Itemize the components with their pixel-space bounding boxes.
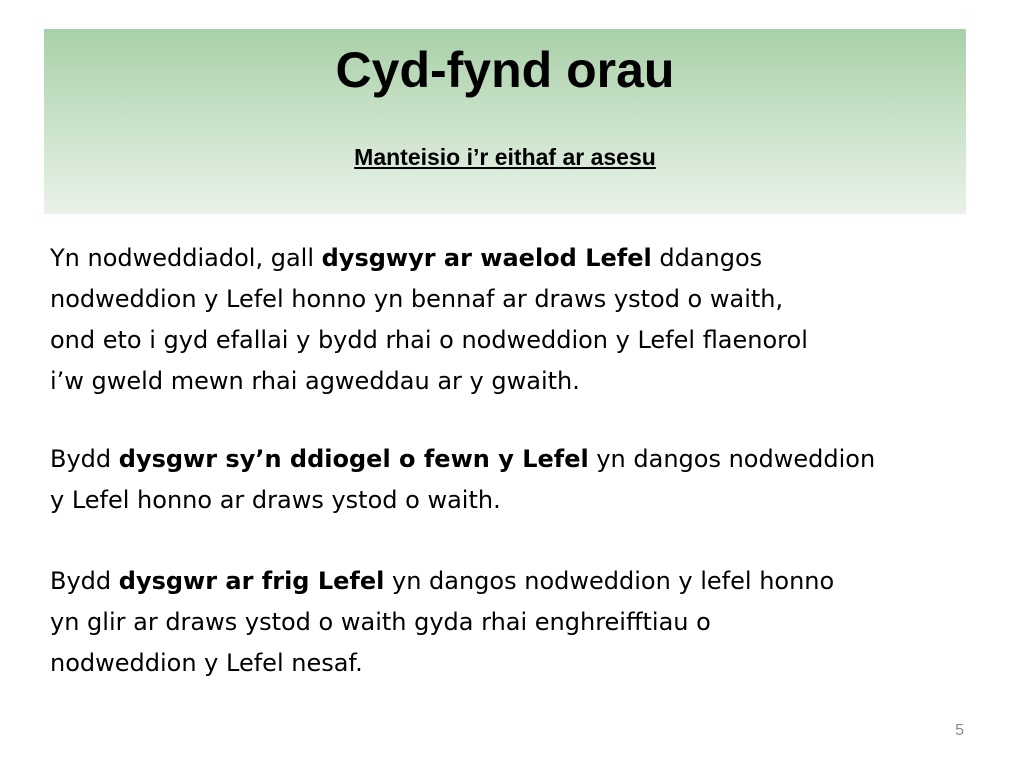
paragraph-secure-in-level	[50, 439, 950, 521]
paragraph-line: i’w gweld mewn rhai agweddau ar y gwaith.	[50, 367, 580, 395]
slide-subtitle: Manteisio i’r eithaf ar asesu	[354, 144, 656, 170]
text-run: yn dangos nodweddion y lefel honno	[384, 567, 835, 595]
title-band	[44, 29, 966, 214]
page-number: 5	[955, 722, 964, 739]
paragraph-top-of-level	[50, 561, 950, 684]
paragraph-line: yn glir ar draws ystod o waith gyda rhai enghreifftiau o	[50, 608, 711, 636]
text-run: yn dangos nodweddion	[588, 445, 876, 473]
paragraph-line: y Lefel honno ar draws ystod o waith.	[50, 486, 501, 514]
paragraph-line	[50, 439, 950, 480]
paragraph-line: nodweddion y Lefel honno yn bennaf ar draws ystod o waith,	[50, 285, 784, 313]
text-run: Bydd	[50, 567, 119, 595]
paragraph-line	[50, 238, 950, 279]
paragraph-line: nodweddion y Lefel nesaf.	[50, 649, 363, 677]
paragraph-bottom-of-level	[50, 238, 950, 402]
slide-title: Cyd-fynd orau	[335, 42, 675, 98]
paragraph-line	[50, 561, 950, 602]
text-run: Yn nodweddiadol, gall	[50, 244, 322, 272]
bold-phrase: dysgwr sy’n ddiogel o fewn y Lefel	[118, 445, 589, 473]
bold-phrase: dysgwr ar frig Lefel	[118, 567, 385, 595]
text-run: ddangos	[651, 244, 763, 272]
paragraph-line: ond eto i gyd efallai y bydd rhai o nodweddion y Lefel flaenorol	[50, 326, 808, 354]
bold-phrase: dysgwyr ar waelod Lefel	[321, 244, 652, 272]
text-run: Bydd	[50, 445, 119, 473]
